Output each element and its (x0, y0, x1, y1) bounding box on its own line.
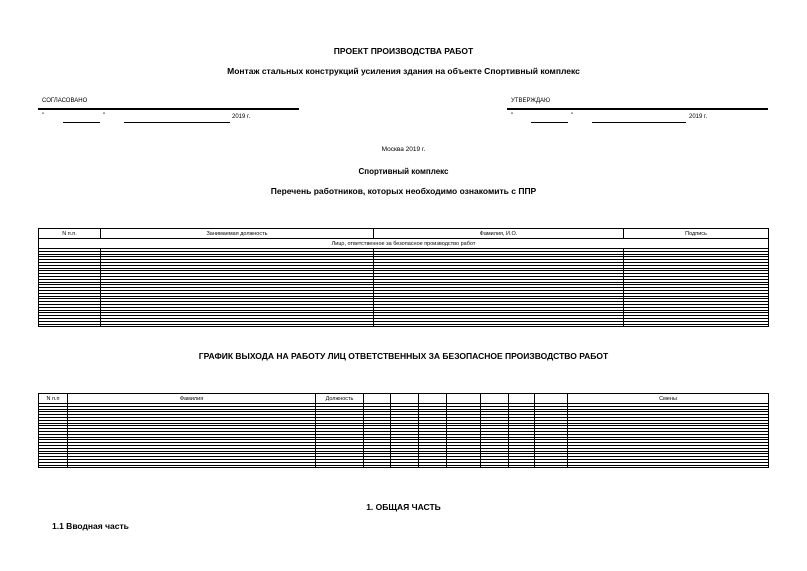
shift-cell (364, 394, 391, 404)
empty-cell (481, 465, 509, 468)
document-title: ПРОЕКТ ПРОИЗВОДСТВА РАБОТ (333, 46, 474, 56)
agreed-signature-line (38, 108, 299, 110)
col-number: N п.п (39, 394, 68, 404)
shift-cell (481, 394, 509, 404)
empty-cell (374, 324, 624, 327)
approved-year: 2019 г. (689, 114, 708, 120)
empty-cell (316, 465, 364, 468)
col-shifts: Смены (568, 394, 769, 404)
empty-table-row (39, 465, 769, 468)
agreed-label: СОГЛАСОВАНО (42, 98, 88, 104)
schedule-table (38, 393, 769, 468)
empty-cell (101, 324, 374, 327)
city-year: Москва 2019 г. (381, 146, 426, 153)
col-position: Занимаемая должность (101, 229, 374, 239)
empty-cell (535, 465, 568, 468)
agreed-day-line (63, 122, 100, 123)
empty-cell (364, 465, 391, 468)
empty-table-row (39, 324, 769, 327)
document-subtitle: Монтаж стальных конструкций усиления здания на объекте Спортивный комплекс (227, 66, 580, 76)
agreed-year: 2019 г. (232, 114, 251, 120)
empty-cell (68, 465, 316, 468)
agreed-month-line (124, 122, 230, 123)
approved-label: УТВЕРЖДАЮ (511, 98, 551, 104)
empty-cell (39, 324, 101, 327)
col-surname: Фамилия (68, 394, 316, 404)
workers-list-title: Перечень работников, которых необходимо ознакомить с ППР (270, 186, 537, 196)
empty-cell (568, 465, 769, 468)
shift-cell (447, 394, 481, 404)
empty-cell (419, 465, 447, 468)
col-full-name: Фамилия, И.О. (374, 229, 624, 239)
subsection-title: 1.1 Вводная часть (52, 521, 129, 531)
approved-quote-close: " (571, 113, 574, 119)
empty-cell (391, 465, 419, 468)
approved-day-line (531, 122, 568, 123)
agreed-quote-close: " (103, 113, 106, 119)
shift-cell (419, 394, 447, 404)
col-position: Должность (316, 394, 364, 404)
empty-cell (624, 324, 769, 327)
col-signature: Подпись (624, 229, 769, 239)
empty-cell (39, 465, 68, 468)
workers-table (38, 228, 769, 327)
responsible-person-group-row: Лицо, ответственное за безопасное производство работ (39, 239, 769, 249)
section-title: 1. ОБЩАЯ ЧАСТЬ (366, 502, 441, 512)
shift-cell (391, 394, 419, 404)
approved-signature-line (507, 108, 768, 110)
empty-cell (447, 465, 481, 468)
agreed-quote-open: " (42, 113, 45, 119)
col-number: N п.п. (39, 229, 101, 239)
shift-cell (535, 394, 568, 404)
approved-month-line (592, 122, 686, 123)
approved-quote-open: " (511, 113, 514, 119)
shift-cell (509, 394, 535, 404)
schedule-title: ГРАФИК ВЫХОДА НА РАБОТУ ЛИЦ ОТВЕТСТВЕННЫХ ЗА БЕЗОПАСНОЕ ПРОИЗВОДСТВО РАБОТ (198, 351, 609, 361)
empty-cell (509, 465, 535, 468)
organization-name: Спортивный комплекс (358, 167, 449, 176)
